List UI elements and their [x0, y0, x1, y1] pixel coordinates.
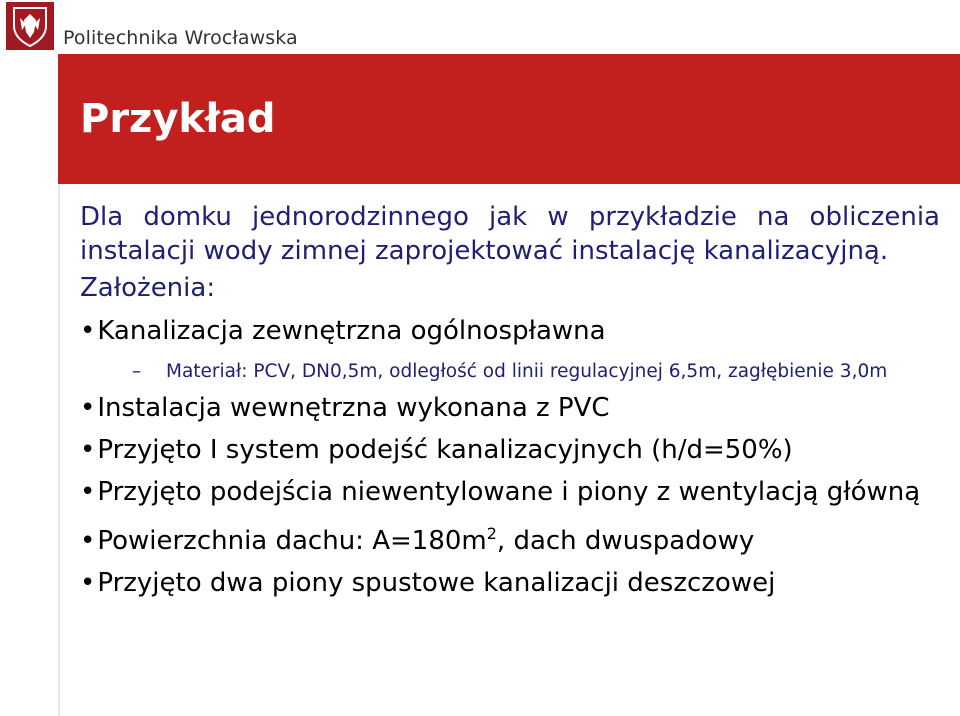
bullet-text-continued: , dach dwuspadowy	[496, 526, 755, 556]
bullet-text: Instalacja wewnętrzna wykonana z PVC	[97, 393, 610, 423]
superscript-text: 2	[486, 524, 497, 543]
list-item	[80, 391, 940, 425]
bullet-icon: •	[80, 526, 96, 556]
slide-title: Przykład	[80, 96, 276, 142]
bullet-text: Powierzchnia dachu: A=180m	[97, 526, 487, 556]
bullet-icon: •	[80, 435, 96, 465]
header-bar	[0, 0, 960, 52]
intro-paragraph: Dla domku jednorodzinnego jak w przykładzie na obliczenia instalacji wody zimnej zaprojektować instalację kanalizacyjną.	[80, 202, 940, 266]
bullet-text: Przyjęto I system podejść kanalizacyjnych (h/d=50%)	[97, 435, 793, 465]
sub-item-text: Materiał: PCV, DN0,5m, odległość od linii regulacyjnej 6,5m, zagłębienie 3,0m	[166, 361, 888, 382]
assumptions-label: Założenia:	[80, 273, 216, 303]
bullet-list	[80, 314, 940, 600]
list-item	[80, 433, 940, 467]
list-item	[80, 314, 940, 348]
sub-item	[114, 358, 940, 385]
university-name: Politechnika Wrocławska	[63, 27, 298, 49]
bullet-text: Przyjęto podejścia niewentylowane i piony z wentylacją główną	[97, 477, 921, 507]
list-item	[80, 517, 940, 558]
left-divider	[58, 184, 60, 716]
bullet-icon: •	[80, 393, 96, 423]
bullet-icon: •	[80, 316, 96, 346]
university-crest-icon	[6, 2, 54, 50]
dash-icon: –	[132, 361, 142, 382]
bullet-icon: •	[80, 568, 96, 598]
list-item	[80, 475, 940, 509]
slide-content	[80, 200, 940, 600]
list-item	[80, 566, 940, 600]
bullet-text: Przyjęto dwa piony spustowe kanalizacji deszczowej	[97, 568, 776, 598]
bullet-icon: •	[80, 477, 96, 507]
bullet-text: Kanalizacja zewnętrzna ogólnospławna	[97, 316, 606, 346]
